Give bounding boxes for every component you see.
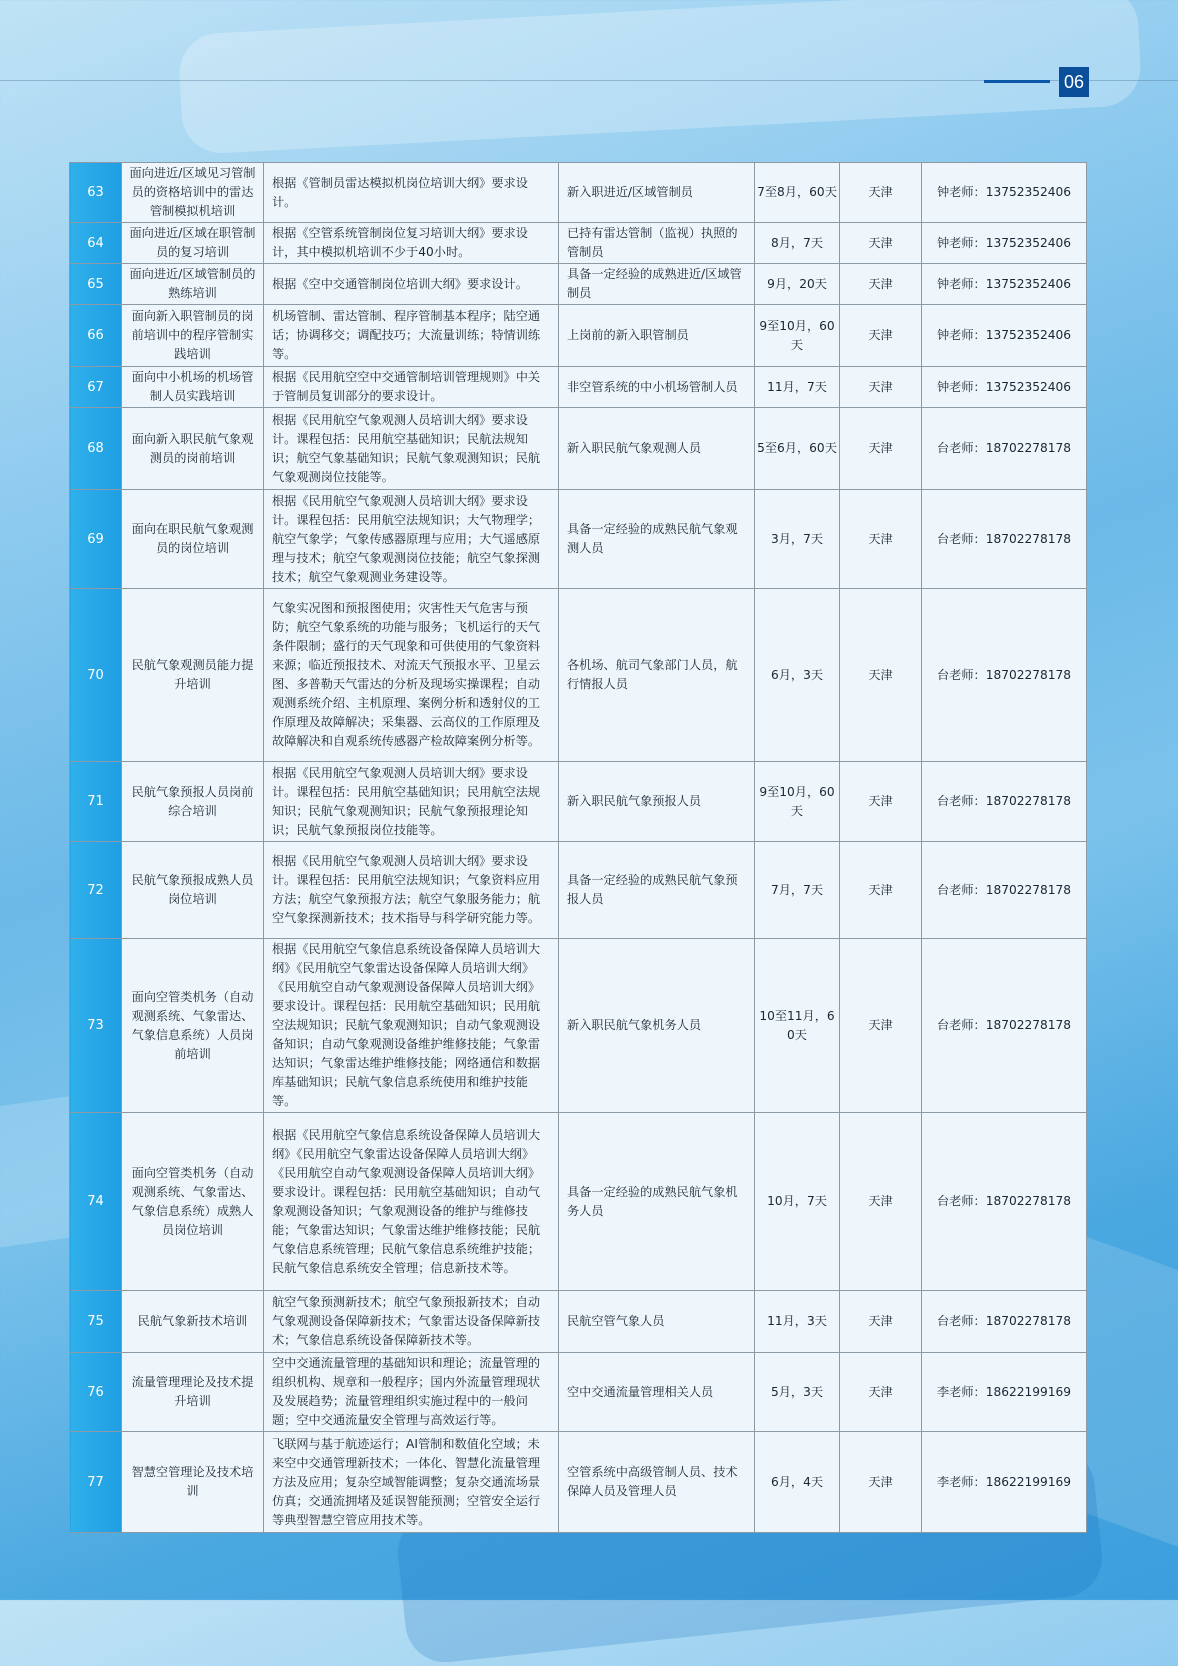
course-location: 天津: [840, 1113, 922, 1291]
course-contact: 钟老师：13752352406: [922, 264, 1087, 305]
table-row: [70, 367, 1087, 408]
course-location: 天津: [840, 490, 922, 589]
course-number: 76: [70, 1353, 122, 1432]
course-location: 天津: [840, 939, 922, 1113]
table-row: [70, 762, 1087, 842]
course-contact: 钟老师：13752352406: [922, 163, 1087, 223]
course-schedule: 5至6月，60天: [755, 408, 840, 490]
table-row: [70, 490, 1087, 589]
course-requirements: 根据《民用航空气象信息系统设备保障人员培训大纲》《民用航空气象雷达设备保障人员培训大纲》《民用航空自动气象观测设备保障人员培训大纲》要求设计。课程包括：民用航空基础知识；民用航空法规知识；民航气象观测知识；自动气象观测设备知识；自动气象观测设备维护维修技能；气象雷达知识；气象雷达维护维修技能；网络通信和数据库基础知识；民航气象信息系统使用和维护技能等。: [264, 939, 559, 1113]
course-requirements: 航空气象预测新技术；航空气象预报新技术；自动气象观测设备保障新技术；气象雷达设备保障新技术；气象信息系统设备保障新技术等。: [264, 1291, 559, 1353]
table-row: [70, 408, 1087, 490]
course-number: 74: [70, 1113, 122, 1291]
course-table: [69, 162, 1087, 1533]
course-schedule: 10月，7天: [755, 1113, 840, 1291]
course-audience: 具备一定经验的成熟民航气象观测人员: [559, 490, 755, 589]
course-number: 63: [70, 163, 122, 223]
course-audience: 新入职民航气象观测人员: [559, 408, 755, 490]
table-row: [70, 264, 1087, 305]
table-row: [70, 163, 1087, 223]
course-location: 天津: [840, 408, 922, 490]
course-requirements: 根据《空管系统管制岗位复习培训大纲》要求设计，其中模拟机培训不少于40小时。: [264, 223, 559, 264]
course-number: 67: [70, 367, 122, 408]
course-contact: 台老师：18702278178: [922, 1291, 1087, 1353]
course-name: 面向新入职民航气象观测员的岗前培训: [122, 408, 264, 490]
course-contact: 台老师：18702278178: [922, 762, 1087, 842]
course-name: 智慧空管理论及技术培训: [122, 1432, 264, 1533]
course-audience: 已持有雷达管制（监视）执照的管制员: [559, 223, 755, 264]
course-contact: 台老师：18702278178: [922, 842, 1087, 939]
course-audience: 具备一定经验的成熟民航气象预报人员: [559, 842, 755, 939]
course-audience: 新入职民航气象预报人员: [559, 762, 755, 842]
course-schedule: 11月，3天: [755, 1291, 840, 1353]
course-number: 68: [70, 408, 122, 490]
table-row: [70, 223, 1087, 264]
course-schedule: 9至10月，60天: [755, 305, 840, 367]
course-number: 72: [70, 842, 122, 939]
course-location: 天津: [840, 223, 922, 264]
course-requirements: 根据《民用航空气象观测人员培训大纲》要求设计。课程包括：民用航空基础知识；民用航空法规知识；民航气象观测知识；民航气象预报理论知识；民航气象预报岗位技能等。: [264, 762, 559, 842]
course-name: 民航气象观测员能力提升培训: [122, 589, 264, 762]
course-location: 天津: [840, 367, 922, 408]
course-location: 天津: [840, 264, 922, 305]
course-schedule: 5月，3天: [755, 1353, 840, 1432]
course-requirements: 空中交通流量管理的基础知识和理论；流量管理的组织机构、规章和一般程序；国内外流量管理现状及发展趋势；流量管理组织实施过程中的一般问题；空中交通流量安全管理与高效运行等。: [264, 1353, 559, 1432]
table-row: [70, 1432, 1087, 1533]
course-contact: 台老师：18702278178: [922, 1113, 1087, 1291]
course-requirements: 根据《民用航空空中交通管制培训管理规则》中关于管制员复训部分的要求设计。: [264, 367, 559, 408]
course-contact: 钟老师：13752352406: [922, 223, 1087, 264]
course-schedule: 9月，20天: [755, 264, 840, 305]
course-name: 民航气象新技术培训: [122, 1291, 264, 1353]
course-location: 天津: [840, 1353, 922, 1432]
course-schedule: 8月，7天: [755, 223, 840, 264]
course-number: 69: [70, 490, 122, 589]
course-number: 73: [70, 939, 122, 1113]
course-audience: 各机场、航司气象部门人员，航行情报人员: [559, 589, 755, 762]
course-number: 64: [70, 223, 122, 264]
course-requirements: 根据《空中交通管制岗位培训大纲》要求设计。: [264, 264, 559, 305]
course-audience: 新入职民航气象机务人员: [559, 939, 755, 1113]
course-requirements: 根据《民用航空气象观测人员培训大纲》要求设计。课程包括：民用航空法规知识；气象资料应用方法；航空气象预报方法；航空气象服务能力；航空气象探测新技术；技术指导与科学研究能力等。: [264, 842, 559, 939]
course-contact: 台老师：18702278178: [922, 939, 1087, 1113]
course-contact: 李老师：18622199169: [922, 1432, 1087, 1533]
course-number: 71: [70, 762, 122, 842]
course-contact: 台老师：18702278178: [922, 490, 1087, 589]
course-location: 天津: [840, 842, 922, 939]
course-audience: 空管系统中高级管制人员、技术保障人员及管理人员: [559, 1432, 755, 1533]
course-schedule: 9至10月，60天: [755, 762, 840, 842]
course-location: 天津: [840, 163, 922, 223]
table-row: [70, 842, 1087, 939]
course-name: 面向进近/区域在职管制员的复习培训: [122, 223, 264, 264]
table-row: [70, 1353, 1087, 1432]
course-audience: 具备一定经验的成熟进近/区域管制员: [559, 264, 755, 305]
course-number: 77: [70, 1432, 122, 1533]
course-audience: 非空管系统的中小机场管制人员: [559, 367, 755, 408]
course-location: 天津: [840, 1432, 922, 1533]
course-name: 面向空管类机务（自动观测系统、气象雷达、气象信息系统）成熟人员岗位培训: [122, 1113, 264, 1291]
course-contact: 台老师：18702278178: [922, 589, 1087, 762]
course-location: 天津: [840, 305, 922, 367]
table-row: [70, 1113, 1087, 1291]
course-name: 流量管理理论及技术提升培训: [122, 1353, 264, 1432]
course-number: 75: [70, 1291, 122, 1353]
course-name: 面向进近/区域管制员的熟练培训: [122, 264, 264, 305]
course-contact: 钟老师：13752352406: [922, 367, 1087, 408]
course-schedule: 6月，3天: [755, 589, 840, 762]
course-audience: 上岗前的新入职管制员: [559, 305, 755, 367]
page-number-accent: [984, 80, 1050, 83]
background-shape: [178, 0, 1143, 155]
course-name: 面向中小机场的机场管制人员实践培训: [122, 367, 264, 408]
course-location: 天津: [840, 589, 922, 762]
course-schedule: 11月，7天: [755, 367, 840, 408]
course-audience: 空中交通流量管理相关人员: [559, 1353, 755, 1432]
course-requirements: 飞联网与基于航迹运行；AI管制和数值化空域；未来空中交通管理新技术；一体化、智慧化流量管理方法及应用；复杂空域智能调整；复杂交通流场景仿真；交通流拥堵及延误智能预测；空管安全运行等典型智慧空管应用技术等。: [264, 1432, 559, 1533]
course-requirements: 机场管制、雷达管制、程序管制基本程序；陆空通话；协调移交；调配技巧；大流量训练；特情训练等。: [264, 305, 559, 367]
course-name: 面向进近/区域见习管制员的资格培训中的雷达管制模拟机培训: [122, 163, 264, 223]
course-requirements: 气象实况图和预报图使用；灾害性天气危害与预防；航空气象系统的功能与服务；飞机运行的天气条件限制；盛行的天气现象和可供使用的气象资料来源；临近预报技术、对流天气预报水平、卫星云图、多普勒天气雷达的分析及现场实操课程；自动观测系统介绍、主机原理、案例分析和透射仪的工作原理及故障解决；采集器、云高仪的工作原理及故障解决和自观系统传感器产检故障案例分析等。: [264, 589, 559, 762]
course-schedule: 3月，7天: [755, 490, 840, 589]
course-contact: 李老师：18622199169: [922, 1353, 1087, 1432]
course-audience: 民航空管气象人员: [559, 1291, 755, 1353]
course-audience: 新入职进近/区域管制员: [559, 163, 755, 223]
course-contact: 钟老师：13752352406: [922, 305, 1087, 367]
course-requirements: 根据《管制员雷达模拟机岗位培训大纲》要求设计。: [264, 163, 559, 223]
table-row: [70, 305, 1087, 367]
course-name: 面向新入职管制员的岗前培训中的程序管制实践培训: [122, 305, 264, 367]
course-number: 70: [70, 589, 122, 762]
course-location: 天津: [840, 1291, 922, 1353]
course-number: 65: [70, 264, 122, 305]
course-audience: 具备一定经验的成熟民航气象机务人员: [559, 1113, 755, 1291]
course-schedule: 6月，4天: [755, 1432, 840, 1533]
course-requirements: 根据《民用航空气象观测人员培训大纲》要求设计。课程包括：民用航空基础知识；民航法规知识；航空气象基础知识；民航气象观测知识；民航气象观测岗位技能等。: [264, 408, 559, 490]
course-location: 天津: [840, 762, 922, 842]
course-requirements: 根据《民用航空气象观测人员培训大纲》要求设计。课程包括：民用航空法规知识；大气物理学；航空气象学；气象传感器原理与应用；大气遥感原理与技术；航空气象观测岗位技能；航空气象探测技术；航空气象观测业务建设等。: [264, 490, 559, 589]
course-name: 民航气象预报人员岗前综合培训: [122, 762, 264, 842]
course-name: 面向在职民航气象观测员的岗位培训: [122, 490, 264, 589]
course-number: 66: [70, 305, 122, 367]
page-number: 06: [1059, 67, 1089, 97]
table-row: [70, 1291, 1087, 1353]
table-row: [70, 589, 1087, 762]
table-row: [70, 939, 1087, 1113]
course-schedule: 10至11月，60天: [755, 939, 840, 1113]
course-schedule: 7至8月，60天: [755, 163, 840, 223]
course-name: 面向空管类机务（自动观测系统、气象雷达、气象信息系统）人员岗前培训: [122, 939, 264, 1113]
course-requirements: 根据《民用航空气象信息系统设备保障人员培训大纲》《民用航空气象雷达设备保障人员培训大纲》《民用航空自动气象观测设备保障人员培训大纲》要求设计。课程包括：民用航空基础知识；自动气象观测设备知识；气象观测设备的维护与维修技能；气象雷达知识；气象雷达维护维修技能；民航气象信息系统管理；民航气象信息系统维护技能；民航气象信息系统安全管理；信息新技术等。: [264, 1113, 559, 1291]
course-schedule: 7月，7天: [755, 842, 840, 939]
course-name: 民航气象预报成熟人员岗位培训: [122, 842, 264, 939]
course-contact: 台老师：18702278178: [922, 408, 1087, 490]
